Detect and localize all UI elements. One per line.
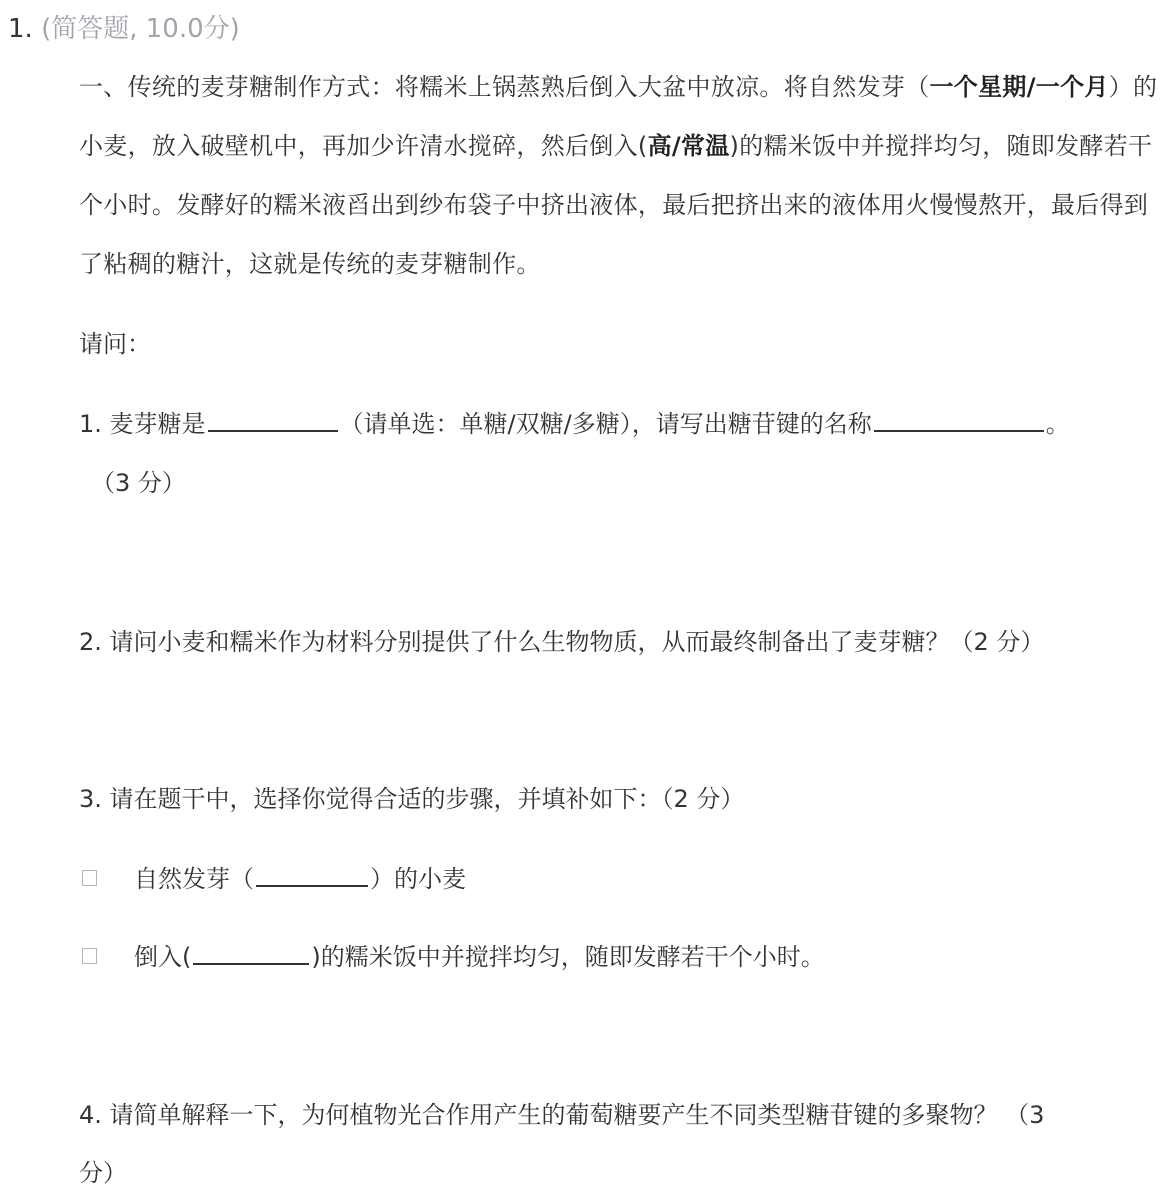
q3-item-2-text-b: )的糯米饭中并搅拌均匀，随即发酵若干个小时。	[311, 943, 825, 971]
question-number: 1.	[8, 14, 33, 44]
q3-item-2-blank[interactable]	[193, 941, 309, 965]
q1-blank-1[interactable]	[208, 408, 338, 432]
passage-bold-1: 一个星期/一个月	[929, 73, 1109, 101]
q3-item-2-checkbox[interactable]	[82, 948, 97, 964]
passage-text-3: )的糯米饭中并搅拌均匀，随即发酵若干个小时。发酵好的糯米液舀出到纱布袋子中挤出液体，最后把挤出来的液体用火慢慢熬开，最后得到了粘稠的糖汁，这就是传统的麦芽糖制作。	[79, 132, 1153, 278]
passage-bold-2: 高/常温	[647, 132, 730, 160]
q3-item-2-text-a: 倒入(	[134, 943, 192, 971]
q3-item-1-text-b: ）的小麦	[370, 865, 466, 893]
q1-text-a: 1. 麦芽糖是	[79, 410, 206, 438]
passage-text-1: 一、传统的麦芽糖制作方式：将糯米上锅蒸熟后倒入大盆中放凉。将自然发芽（	[79, 73, 930, 101]
q1-text-b: （请单选：单糖/双糖/多糖），请写出糖苷键的名称	[339, 410, 872, 438]
q3-item-2	[79, 940, 825, 974]
subquestion-4-line-1: 4. 请简单解释一下，为何植物光合作用产生的葡萄糖要产生不同类型糖苷键的多聚物？ （3	[79, 1101, 1045, 1129]
q1-text-c: 。	[1045, 410, 1070, 438]
subquestion-1	[79, 407, 1070, 441]
question-type-score: (简答题, 10.0分)	[41, 14, 240, 44]
q3-item-1-checkbox[interactable]	[82, 870, 97, 886]
passage-text-2: ）的小麦，放入破壁机中，再加少许清水搅碎，然后倒入(	[79, 73, 1158, 160]
q3-item-1	[79, 862, 466, 896]
subquestion-2: 2. 请问小麦和糯米作为材料分别提供了什么生物物质，从而最终制备出了麦芽糖？（2 分）	[79, 628, 1045, 656]
q1-blank-2[interactable]	[874, 408, 1044, 432]
question-header	[8, 12, 240, 46]
subquestion-3: 3. 请在题干中，选择你觉得合适的步骤，并填补如下：（2 分）	[79, 785, 745, 813]
q1-score: （3 分）	[91, 469, 186, 497]
passage-paragraph	[79, 58, 1159, 294]
q3-item-1-blank[interactable]	[256, 863, 368, 887]
subquestion-4-line-2: 分）	[79, 1159, 127, 1187]
q3-item-1-text-a: 自然发芽（	[134, 865, 254, 893]
ask-label: 请问：	[79, 330, 151, 358]
